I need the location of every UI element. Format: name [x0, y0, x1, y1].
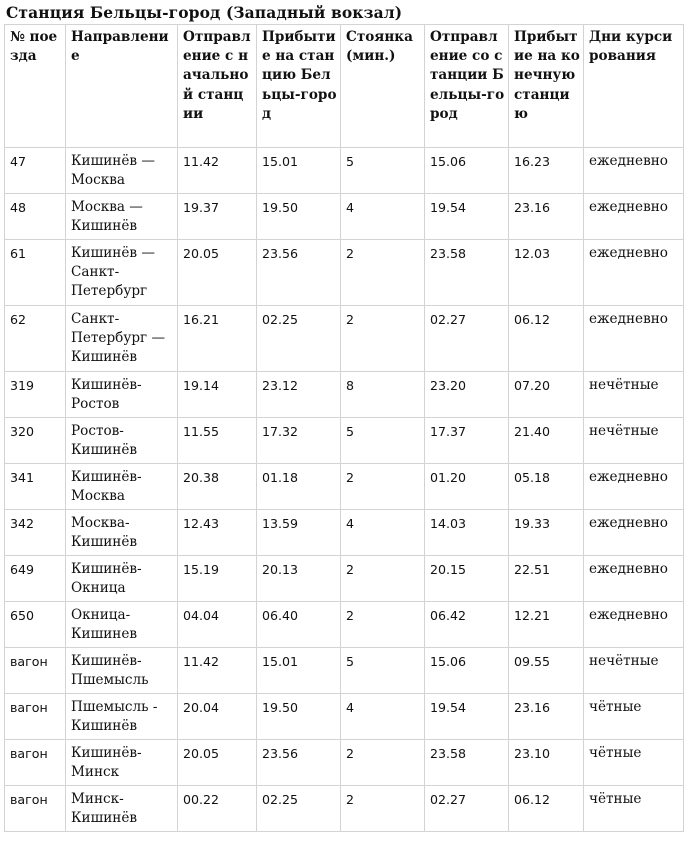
page-title: Станция Бельцы-город (Западный вокзал) [6, 3, 403, 22]
departure-origin-cell: 11.42 [178, 648, 257, 694]
header-route: Направление [66, 25, 178, 148]
schedule-table [4, 24, 684, 832]
departure-origin-cell: 20.05 [178, 240, 257, 306]
arrival-destination-cell: 23.16 [509, 194, 584, 240]
route-cell: Кишинёв-Пшемысль [66, 648, 178, 694]
stop-duration-cell: 2 [341, 306, 425, 372]
departure-station-cell: 15.06 [425, 648, 509, 694]
departure-origin-cell: 12.43 [178, 510, 257, 556]
train-number-cell: вагон [5, 786, 66, 832]
arrival-station-cell: 02.25 [257, 786, 341, 832]
train-number-cell: 320 [5, 418, 66, 464]
operating-days-cell: чётные [584, 786, 684, 832]
route-cell: Минск-Кишинёв [66, 786, 178, 832]
stop-duration-cell: 4 [341, 694, 425, 740]
operating-days-cell: ежедневно [584, 510, 684, 556]
route-cell: Кишинёв-Минск [66, 740, 178, 786]
stop-duration-cell: 2 [341, 740, 425, 786]
table-row [5, 148, 684, 194]
train-number-cell: вагон [5, 740, 66, 786]
arrival-destination-cell: 05.18 [509, 464, 584, 510]
departure-origin-cell: 04.04 [178, 602, 257, 648]
operating-days-cell: нечётные [584, 648, 684, 694]
stop-duration-cell: 2 [341, 786, 425, 832]
operating-days-cell: нечётные [584, 418, 684, 464]
arrival-station-cell: 20.13 [257, 556, 341, 602]
header-arrival-station: Прибытие на станцию Бельцы-город [257, 25, 341, 148]
arrival-station-cell: 02.25 [257, 306, 341, 372]
operating-days-cell: ежедневно [584, 602, 684, 648]
train-number-cell: 650 [5, 602, 66, 648]
train-number-cell: 61 [5, 240, 66, 306]
arrival-station-cell: 19.50 [257, 194, 341, 240]
departure-origin-cell: 20.04 [178, 694, 257, 740]
operating-days-cell: чётные [584, 740, 684, 786]
stop-duration-cell: 2 [341, 464, 425, 510]
departure-origin-cell: 15.19 [178, 556, 257, 602]
arrival-station-cell: 23.12 [257, 372, 341, 418]
header-departure-origin: Отправление с начальной станции [178, 25, 257, 148]
route-cell: Ростов-Кишинёв [66, 418, 178, 464]
departure-origin-cell: 20.05 [178, 740, 257, 786]
route-cell: Москва — Кишинёв [66, 194, 178, 240]
operating-days-cell: чётные [584, 694, 684, 740]
stop-duration-cell: 2 [341, 602, 425, 648]
departure-origin-cell: 00.22 [178, 786, 257, 832]
departure-station-cell: 02.27 [425, 786, 509, 832]
header-departure-station: Отправление со станции Бельцы-город [425, 25, 509, 148]
arrival-destination-cell: 06.12 [509, 786, 584, 832]
departure-origin-cell: 16.21 [178, 306, 257, 372]
departure-origin-cell: 20.38 [178, 464, 257, 510]
arrival-station-cell: 06.40 [257, 602, 341, 648]
arrival-station-cell: 17.32 [257, 418, 341, 464]
arrival-destination-cell: 19.33 [509, 510, 584, 556]
arrival-destination-cell: 23.10 [509, 740, 584, 786]
arrival-station-cell: 15.01 [257, 148, 341, 194]
departure-station-cell: 20.15 [425, 556, 509, 602]
departure-station-cell: 23.58 [425, 740, 509, 786]
table-row [5, 240, 684, 306]
departure-origin-cell: 19.37 [178, 194, 257, 240]
header-stop-duration: Стоянка (мин.) [341, 25, 425, 148]
arrival-station-cell: 01.18 [257, 464, 341, 510]
arrival-destination-cell: 16.23 [509, 148, 584, 194]
arrival-station-cell: 13.59 [257, 510, 341, 556]
departure-station-cell: 15.06 [425, 148, 509, 194]
route-cell: Кишинёв-Москва [66, 464, 178, 510]
arrival-destination-cell: 12.03 [509, 240, 584, 306]
route-cell: Кишинёв-Окница [66, 556, 178, 602]
operating-days-cell: ежедневно [584, 464, 684, 510]
train-number-cell: 649 [5, 556, 66, 602]
stop-duration-cell: 2 [341, 556, 425, 602]
operating-days-cell: ежедневно [584, 240, 684, 306]
stop-duration-cell: 4 [341, 194, 425, 240]
table-row [5, 694, 684, 740]
departure-station-cell: 23.20 [425, 372, 509, 418]
train-number-cell: 47 [5, 148, 66, 194]
stop-duration-cell: 8 [341, 372, 425, 418]
route-cell: Кишинёв-Ростов [66, 372, 178, 418]
departure-station-cell: 19.54 [425, 694, 509, 740]
stop-duration-cell: 4 [341, 510, 425, 556]
departure-station-cell: 02.27 [425, 306, 509, 372]
table-row [5, 510, 684, 556]
arrival-destination-cell: 12.21 [509, 602, 584, 648]
departure-origin-cell: 11.42 [178, 148, 257, 194]
arrival-station-cell: 19.50 [257, 694, 341, 740]
arrival-destination-cell: 06.12 [509, 306, 584, 372]
arrival-station-cell: 15.01 [257, 648, 341, 694]
arrival-station-cell: 23.56 [257, 740, 341, 786]
arrival-station-cell: 23.56 [257, 240, 341, 306]
stop-duration-cell: 2 [341, 240, 425, 306]
departure-station-cell: 06.42 [425, 602, 509, 648]
departure-station-cell: 19.54 [425, 194, 509, 240]
operating-days-cell: ежедневно [584, 556, 684, 602]
route-cell: Кишинёв — Москва [66, 148, 178, 194]
table-row [5, 372, 684, 418]
header-train-number: № поезда [5, 25, 66, 148]
table-row [5, 556, 684, 602]
departure-station-cell: 17.37 [425, 418, 509, 464]
table-row [5, 464, 684, 510]
train-number-cell: вагон [5, 648, 66, 694]
train-number-cell: 319 [5, 372, 66, 418]
operating-days-cell: ежедневно [584, 194, 684, 240]
departure-origin-cell: 19.14 [178, 372, 257, 418]
header-arrival-destination: Прибытие на конечную станцию [509, 25, 584, 148]
train-number-cell: вагон [5, 694, 66, 740]
arrival-destination-cell: 23.16 [509, 694, 584, 740]
table-row [5, 418, 684, 464]
table-row [5, 194, 684, 240]
table-row [5, 786, 684, 832]
train-number-cell: 342 [5, 510, 66, 556]
table-row [5, 648, 684, 694]
arrival-destination-cell: 09.55 [509, 648, 584, 694]
train-number-cell: 341 [5, 464, 66, 510]
table-row [5, 306, 684, 372]
operating-days-cell: ежедневно [584, 306, 684, 372]
departure-station-cell: 23.58 [425, 240, 509, 306]
arrival-destination-cell: 22.51 [509, 556, 584, 602]
operating-days-cell: ежедневно [584, 148, 684, 194]
route-cell: Санкт-Петербург — Кишинёв [66, 306, 178, 372]
route-cell: Москва-Кишинёв [66, 510, 178, 556]
stop-duration-cell: 5 [341, 648, 425, 694]
header-row [5, 25, 684, 148]
train-number-cell: 62 [5, 306, 66, 372]
arrival-destination-cell: 07.20 [509, 372, 584, 418]
departure-station-cell: 14.03 [425, 510, 509, 556]
stop-duration-cell: 5 [341, 148, 425, 194]
train-number-cell: 48 [5, 194, 66, 240]
route-cell: Пшемысль - Кишинёв [66, 694, 178, 740]
arrival-destination-cell: 21.40 [509, 418, 584, 464]
header-operating-days: Дни курсирования [584, 25, 684, 148]
table-row [5, 740, 684, 786]
departure-station-cell: 01.20 [425, 464, 509, 510]
stop-duration-cell: 5 [341, 418, 425, 464]
route-cell: Кишинёв — Санкт-Петербург [66, 240, 178, 306]
departure-origin-cell: 11.55 [178, 418, 257, 464]
table-row [5, 602, 684, 648]
operating-days-cell: нечётные [584, 372, 684, 418]
route-cell: Окница-Кишинев [66, 602, 178, 648]
